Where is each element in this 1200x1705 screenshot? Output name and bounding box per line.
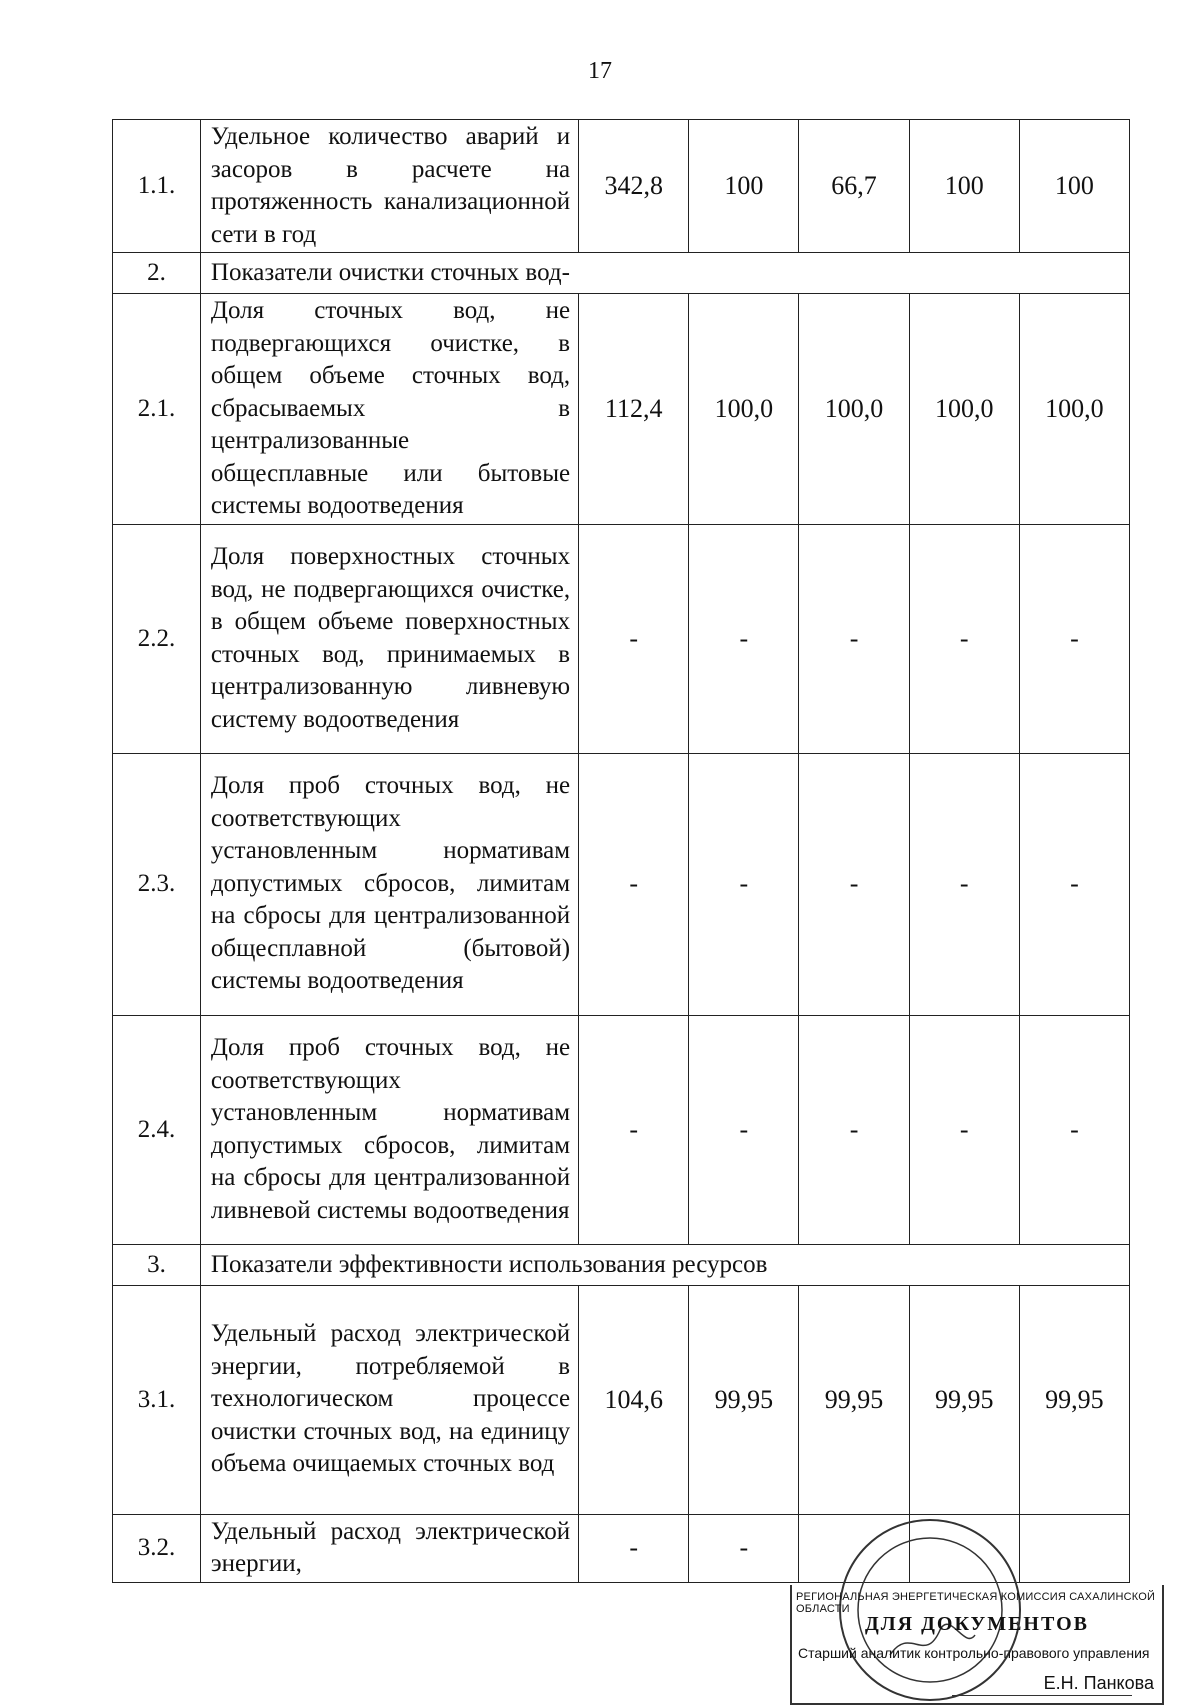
value-cell: 342,8 bbox=[579, 120, 689, 253]
value-cell: - bbox=[1019, 753, 1129, 1015]
value-cell: - bbox=[909, 753, 1019, 1015]
row-description: Удельное количество аварий и засоров в расчете на протяженность канализационной сети в год bbox=[200, 120, 578, 253]
value-cell: - bbox=[799, 753, 909, 1015]
section-title: Показатели эффективности использования ресурсов bbox=[200, 1244, 1129, 1285]
row-number: 2.2. bbox=[113, 524, 201, 753]
row-description: Удельный расход электрической энергии, bbox=[200, 1514, 578, 1582]
section-number: 3. bbox=[113, 1244, 201, 1285]
value-cell: 99,95 bbox=[689, 1285, 799, 1514]
value-cell: - bbox=[909, 524, 1019, 753]
value-cell: 99,95 bbox=[909, 1285, 1019, 1514]
indicators-table bbox=[112, 119, 1130, 1583]
row-number: 3.1. bbox=[113, 1285, 201, 1514]
stamp-box bbox=[790, 1585, 1164, 1705]
row-number: 3.2. bbox=[113, 1514, 201, 1582]
stamp-organization: РЕГИОНАЛЬНАЯ ЭНЕРГЕТИЧЕСКАЯ КОМИССИЯ САХАЛИНСКОЙ ОБЛАСТИ bbox=[796, 1591, 1156, 1615]
row-number: 2.1. bbox=[113, 294, 201, 525]
value-cell: 100 bbox=[1019, 120, 1129, 253]
value-cell: - bbox=[689, 524, 799, 753]
table-row bbox=[113, 753, 1130, 1015]
official-stamp bbox=[780, 1515, 1160, 1705]
value-cell: - bbox=[1019, 1015, 1129, 1244]
table-row bbox=[113, 1285, 1130, 1514]
table-row bbox=[113, 120, 1130, 253]
value-cell: 112,4 bbox=[579, 294, 689, 525]
value-cell: - bbox=[909, 1015, 1019, 1244]
value-cell: - bbox=[579, 753, 689, 1015]
value-cell: - bbox=[1019, 524, 1129, 753]
value-cell: 100 bbox=[909, 120, 1019, 253]
row-description: Доля сточных вод, не подвергающихся очистке, в общем объеме сточных вод, сбрасываемых в централизованные общесплавные или бытовые системы водоотведения bbox=[200, 294, 578, 525]
value-cell: 100,0 bbox=[799, 294, 909, 525]
stamp-doc-label: ДЛЯ ДОКУМЕНТОВ bbox=[865, 1613, 1089, 1635]
section-title: Показатели очистки сточных вод- bbox=[200, 253, 1129, 294]
page-number: 17 bbox=[588, 58, 612, 84]
value-cell: 100,0 bbox=[1019, 294, 1129, 525]
value-cell: - bbox=[799, 1015, 909, 1244]
stamp-role: Старший аналитик контрольно-правового управления bbox=[798, 1645, 1150, 1661]
stamp-name: Е.Н. Панкова bbox=[1043, 1673, 1154, 1693]
value-cell: - bbox=[579, 1514, 689, 1582]
row-number: 2.3. bbox=[113, 753, 201, 1015]
table-row bbox=[113, 294, 1130, 525]
value-cell: - bbox=[579, 524, 689, 753]
row-description: Доля проб сточных вод, не соответствующих установленным нормативам допустимых сбросов, лимитам на сбросы для централизованной ливневой системы водоотведения bbox=[200, 1015, 578, 1244]
row-description: Доля поверхностных сточных вод, не подвергающихся очистке, в общем объеме поверхностных сточных вод, принимаемых в централизованную ливневую систему водоотведения bbox=[200, 524, 578, 753]
value-cell: - bbox=[579, 1015, 689, 1244]
value-cell: 99,95 bbox=[1019, 1285, 1129, 1514]
value-cell: 99,95 bbox=[799, 1285, 909, 1514]
table-row bbox=[113, 1015, 1130, 1244]
value-cell: 104,6 bbox=[579, 1285, 689, 1514]
value-cell: - bbox=[689, 1514, 799, 1582]
value-cell: 100 bbox=[689, 120, 799, 253]
signature-line bbox=[952, 1695, 1132, 1696]
table-row bbox=[113, 524, 1130, 753]
value-cell: 100,0 bbox=[689, 294, 799, 525]
value-cell: - bbox=[799, 524, 909, 753]
row-number: 2.4. bbox=[113, 1015, 201, 1244]
section-number: 2. bbox=[113, 253, 201, 294]
value-cell: - bbox=[689, 1015, 799, 1244]
value-cell: 100,0 bbox=[909, 294, 1019, 525]
row-description: Удельный расход электрической энергии, потребляемой в технологическом процессе очистки сточных вод, на единицу объема очищаемых сточных вод bbox=[200, 1285, 578, 1514]
value-cell: - bbox=[689, 753, 799, 1015]
value-cell: 66,7 bbox=[799, 120, 909, 253]
section-row bbox=[113, 1244, 1130, 1285]
row-number: 1.1. bbox=[113, 120, 201, 253]
row-description: Доля проб сточных вод, не соответствующих установленным нормативам допустимых сбросов, лимитам на сбросы для централизованной общесплавной (бытовой) системы водоотведения bbox=[200, 753, 578, 1015]
section-row bbox=[113, 253, 1130, 294]
